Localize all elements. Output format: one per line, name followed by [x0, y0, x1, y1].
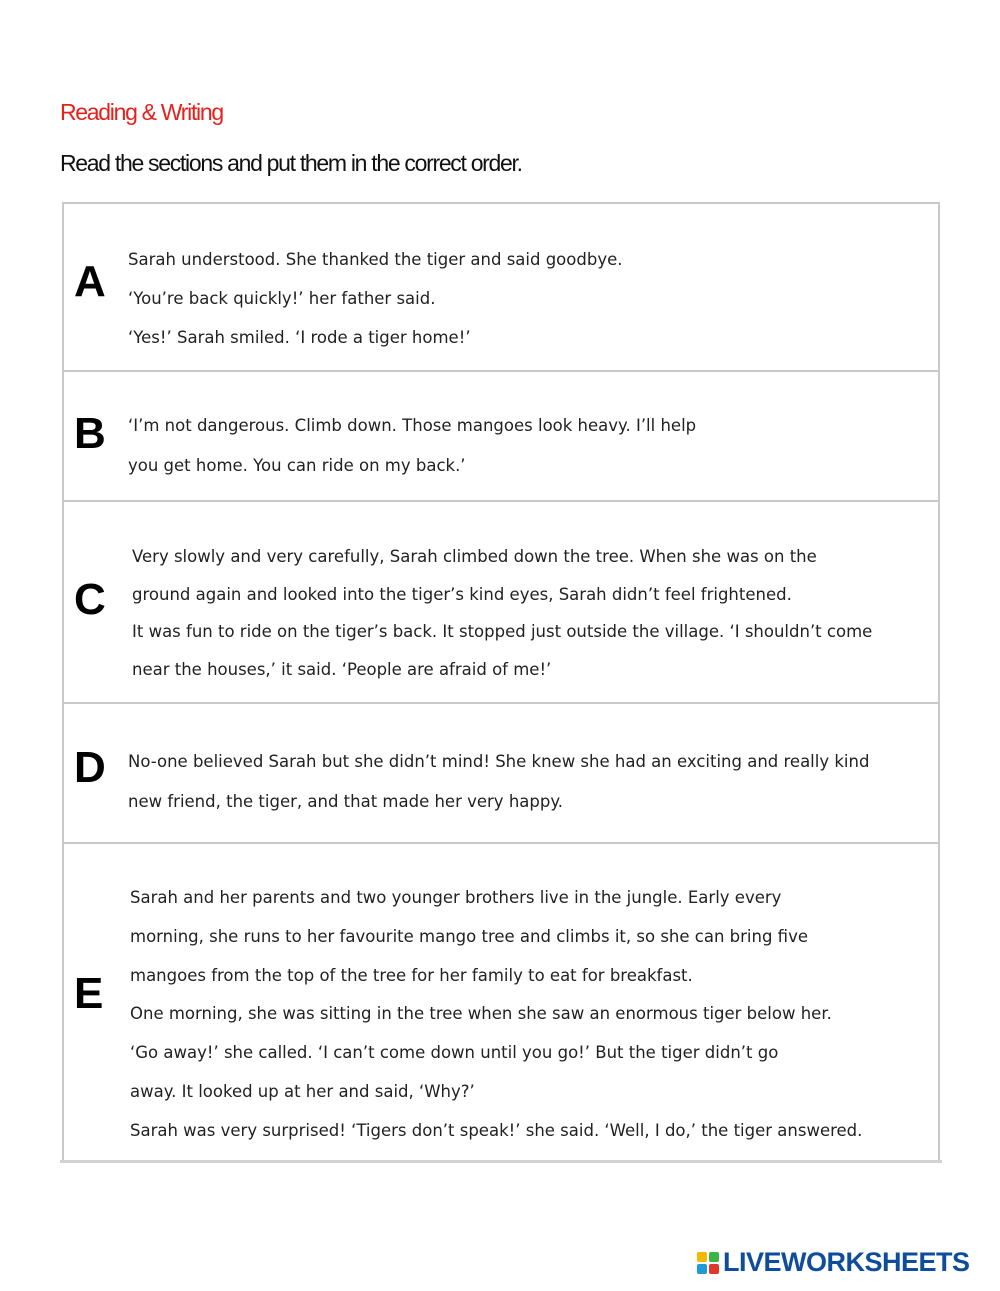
brand-tile	[709, 1264, 719, 1274]
text-line: ground again and looked into the tiger’s kind eyes, Sarah didn’t feel frightened.	[132, 584, 792, 604]
brand-name: LIVEWORKSHEETS	[723, 1247, 970, 1277]
text-line: near the houses,’ it said. ‘People are afraid of me!’	[132, 659, 552, 679]
section-text-a	[128, 240, 622, 357]
section-letter-e: E	[74, 969, 104, 1018]
section-letter-c: C	[74, 575, 106, 624]
table-bottom-rule	[60, 1160, 942, 1163]
section-letter-a: A	[74, 257, 106, 306]
text-line: ‘You’re back quickly!’ her father said.	[128, 289, 436, 308]
text-line: Sarah and her parents and two younger brothers live in the jungle. Early every	[130, 888, 782, 907]
text-line: It was fun to ride on the tiger’s back. It stopped just outside the village. ‘I shouldn’t come	[132, 622, 873, 641]
text-line: ‘Go away!’ she called. ‘I can’t come down until you go!’ But the tiger didn’t go	[130, 1043, 779, 1063]
text-line: ‘I’m not dangerous. Climb down. Those mangoes look heavy. I’ll help	[128, 416, 697, 435]
section-row-e	[64, 844, 938, 1162]
section-letter-b: B	[74, 409, 106, 458]
text-line: Very slowly and very carefully, Sarah climbed down the tree. When she was on the	[132, 547, 817, 566]
section-row-c	[64, 502, 938, 704]
text-line: mangoes from the top of the tree for her family to eat for breakfast.	[130, 965, 693, 985]
text-line: new friend, the tiger, and that made her very happy.	[128, 792, 563, 811]
section-text-b	[128, 406, 696, 486]
section-row-d	[64, 704, 938, 844]
section-row-b	[64, 372, 938, 502]
brand-tile	[697, 1252, 707, 1262]
brand-tile	[709, 1252, 719, 1262]
text-line: you get home. You can ride on my back.’	[128, 456, 466, 475]
sections-table	[62, 202, 940, 1162]
instruction-text: Read the sections and put them in the correct order.	[60, 150, 522, 176]
section-row-a	[64, 204, 938, 372]
section-text-e	[130, 879, 862, 1151]
section-text-c	[132, 538, 872, 688]
text-line: away. It looked up at her and said, ‘Why?’	[130, 1081, 475, 1101]
text-line: Sarah understood. She thanked the tiger and said goodbye.	[128, 250, 623, 269]
brand-grid-icon	[697, 1252, 719, 1274]
section-title: Reading & Writing	[60, 99, 223, 125]
text-line: ‘Yes!’ Sarah smiled. ‘I rode a tiger home!’	[128, 328, 471, 347]
text-line: morning, she runs to her favourite mango tree and climbs it, so she can bring five	[130, 926, 808, 946]
brand-logo	[697, 1247, 970, 1278]
section-letter-d: D	[74, 743, 106, 792]
text-line: One morning, she was sitting in the tree when she saw an enormous tiger below her.	[130, 1004, 832, 1024]
text-line: No-one believed Sarah but she didn’t mind! She knew she had an exciting and really kind	[128, 752, 870, 771]
text-line: Sarah was very surprised! ‘Tigers don’t speak!’ she said. ‘Well, I do,’ the tiger answered.	[130, 1120, 863, 1140]
section-text-d	[128, 742, 869, 822]
brand-tile	[697, 1264, 707, 1274]
